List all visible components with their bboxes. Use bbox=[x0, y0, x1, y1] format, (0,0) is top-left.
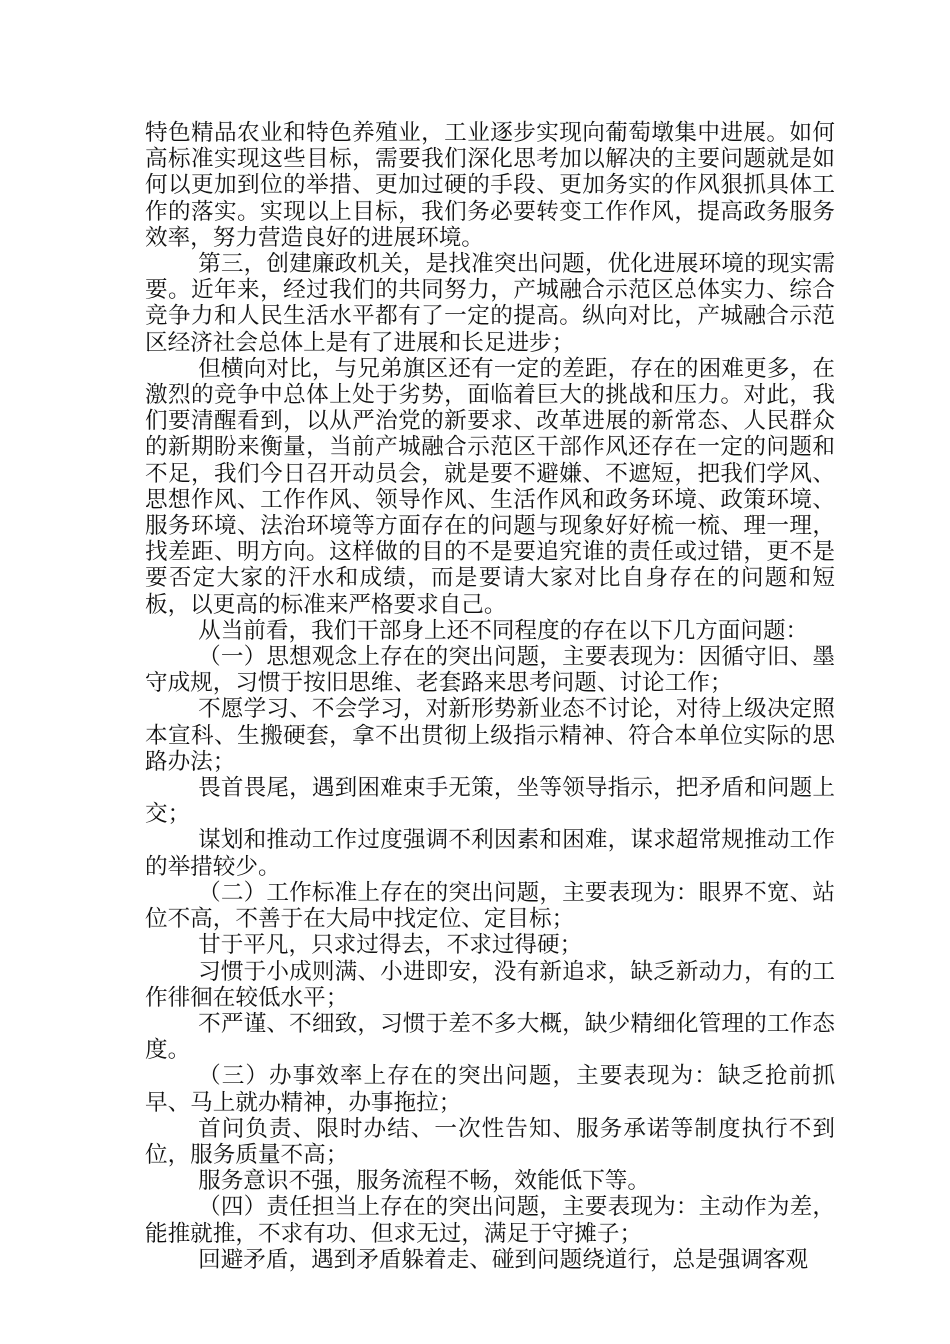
paragraph: 首问负责、限时办结、一次性告知、服务承诺等制度执行不到位，服务质量不高； bbox=[145, 1115, 835, 1168]
document-body bbox=[145, 120, 835, 1273]
paragraph: （二）工作标准上存在的突出问题，主要表现为：眼界不宽、站位不高，不善于在大局中找定位、定目标； bbox=[145, 879, 835, 933]
paragraph: 特色精品农业和特色养殖业，工业逐步实现向葡萄墩集中进展。如何高标准实现这些目标，需要我们深化思考加以解决的主要问题就是如何以更加到位的举措、更加过硬的手段、更加务实的作风狠抓具体工作的落实。实现以上目标，我们务必要转变工作作风，提高政务服务效率，努力营造良好的进展环境。 bbox=[145, 120, 835, 251]
paragraph: （一）思想观念上存在的突出问题，主要表现为：因循守旧、墨守成规，习惯于按旧思维、老套路来思考问题、讨论工作； bbox=[145, 644, 835, 697]
paragraph: 但横向对比，与兄弟旗区还有一定的差距，存在的困难更多，在激烈的竞争中总体上处于劣势，面临着巨大的挑战和压力。对此，我们要清醒看到，以从严治党的新要求、改革进展的新常态、人民群众的新期盼来衡量，当前产城融合示范区干部作风还存在一定的问题和不足，我们今日召开动员会，就是要不避嫌、不遮短，把我们学风、思想作风、工作作风、领导作风、生活作风和政务环境、政策环境、服务环境、法治环境等方面存在的问题与现象好好梳一梳、理一理，找差距、明方向。这样做的目的不是要追究谁的责任或过错，更不是要否定大家的汗水和成绩，而是要请大家对比自身存在的问题和短板，以更高的标准来严格要求自己。 bbox=[145, 355, 835, 618]
paragraph: 回避矛盾，遇到矛盾躲着走、碰到问题绕道行，总是强调客观 bbox=[198, 1246, 809, 1273]
paragraph: 习惯于小成则满、小进即安，没有新追求，缺乏新动力，有的工作徘徊在较低水平； bbox=[145, 958, 835, 1011]
paragraph: 不严谨、不细致，习惯于差不多大概，缺少精细化管理的工作态度。 bbox=[145, 1010, 835, 1064]
paragraph: （四）责任担当上存在的突出问题，主要表现为：主动作为差，能推就推，不求有功、但求无过，满足于守摊子； bbox=[145, 1194, 835, 1247]
paragraph: （三）办事效率上存在的突出问题，主要表现为：缺乏抢前抓早、马上就办精神，办事拖拉； bbox=[145, 1063, 835, 1116]
paragraph: 畏首畏尾，遇到困难束手无策，坐等领导指示，把矛盾和问题上交； bbox=[145, 775, 835, 828]
paragraph: 不愿学习、不会学习，对新形势新业态不讨论，对待上级决定照本宣科、生搬硬套，拿不出贯彻上级指示精神、符合本单位实际的思路办法； bbox=[145, 696, 835, 775]
paragraph: 甘于平凡，只求过得去，不求过得硬； bbox=[198, 932, 583, 959]
paragraph: 从当前看，我们干部身上还不同程度的存在以下几方面问题： bbox=[198, 617, 809, 644]
paragraph: 谋划和推动工作过度强调不利因素和困难，谋求超常规推动工作的举措较少。 bbox=[145, 827, 835, 880]
paragraph: 服务意识不强，服务流程不畅，效能低下等。 bbox=[198, 1168, 650, 1195]
paragraph: 第三，创建廉政机关，是找准突出问题，优化进展环境的现实需要。近年来，经过我们的共同努力，产城融合示范区总体实力、综合竞争力和人民生活水平都有了一定的提高。纵向对比，产城融合示范区经济社会总体上是有了进展和长足进步； bbox=[145, 251, 835, 356]
